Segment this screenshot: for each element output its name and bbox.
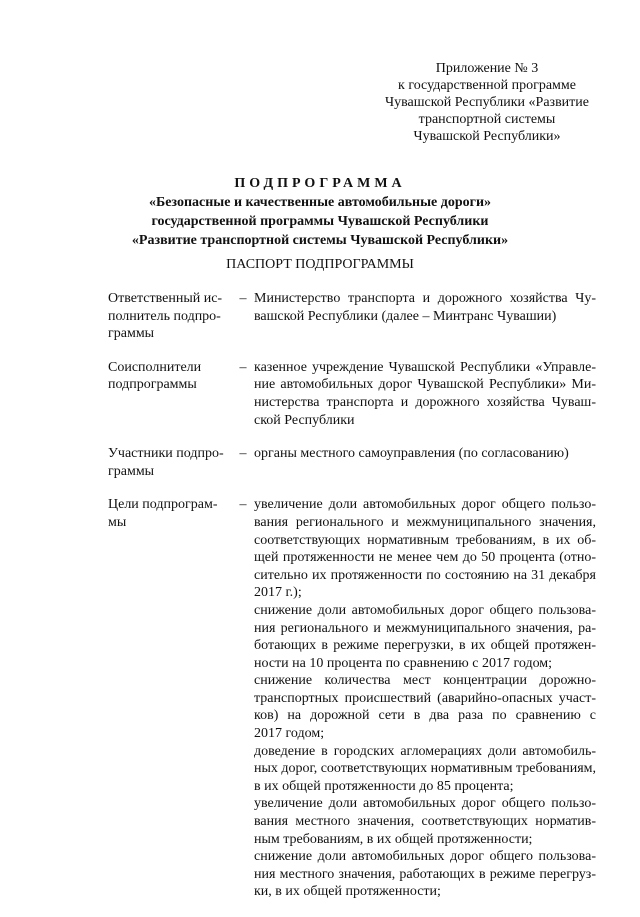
row-label-line: мы [108,514,127,530]
row-value-line: снижение доли автомобильных дорог общего пользова- [254,602,596,618]
row-label-line: Соисполнители [108,359,202,375]
row-label-line: граммы [108,326,155,342]
responsible-executor-row [108,290,596,343]
row-value-line: щей протяженности не менее чем до 50 процента (отно- [254,550,596,566]
appendix-line: Приложение № 3 [435,61,539,76]
row-value-line: Министерство транспорта и дорожного хозяйства Чу- [254,291,596,306]
row-dash: – [239,359,247,375]
row-label [108,445,232,480]
row-label-line: Цели подпрограм- [108,497,218,513]
passport-table [108,290,596,917]
row-value-line: сительно их протяженности по состоянию на 31 декабря [254,567,596,583]
subprogram-name-line: «Безопасные и качественные автомобильные дороги» [148,195,492,210]
row-value-line: ботающих в режиме перегрузки, в их общей протяжен- [254,638,596,654]
row-value-line: снижение количества мест концентрации дорожно- [254,673,596,689]
row-value-line: снижение доли автомобильных дорог общего пользова- [254,849,596,865]
row-label-line: Участники подпро- [108,446,224,462]
row-value-line: ных дорог, соответствующих нормативным требованиям, [254,761,596,777]
co-executors-row [108,359,596,429]
row-dash: – [239,497,247,513]
row-value-line: ков) на дорожной сети в два раза по сравнению с [254,708,596,724]
appendix-line: Чувашской Республики» [413,129,561,144]
subprogram-title: ПОДПРОГРАММА [234,176,406,191]
subprogram-name-line: «Развитие транспортной системы Чувашской Республики» [131,233,509,248]
row-value-line: соответствующих нормативным требованиям, в их об- [254,532,596,548]
row-label-line: полнитель подпро- [108,308,221,324]
row-value-line: увеличение доли автомобильных дорог общего пользо- [254,796,596,812]
row-dash: – [239,446,247,462]
row-label-line: Ответственный ис- [108,291,223,306]
row-label-line: граммы [108,463,155,479]
appendix-line: транспортной системы [418,112,556,127]
row-value-line: ности на 10 процента по сравнению с 2017 годом; [254,655,553,671]
row-value-line: ние автомобильных дорог Чувашской Республики» Ми- [254,377,596,393]
row-value-line: в их общей протяженности до 85 процента; [254,778,514,794]
row-value-line: органы местного самоуправления (по согласованию) [254,446,569,462]
appendix-line: Чувашской Республики «Развитие [384,95,589,110]
row-value-line: казенное учреждение Чувашской Республики «Управле- [254,359,596,375]
row-value-line: вания местного значения, соответствующих норматив- [254,814,596,830]
row-value-line: ки, в их общей протяженности; [254,884,441,900]
row-value-line: ния местного значения, работающих в режиме перегруз- [254,866,596,882]
row-value-line: доведение в городских агломерациях доли автомобиль- [254,743,596,759]
row-value [254,359,596,429]
row-value-line: нистерства транспорта и дорожного хозяйства Чуваш- [254,394,596,410]
row-value-line: 2017 годом; [254,726,325,742]
subprogram-heading [60,174,580,250]
row-value-line: ния регионального и межмуниципального значения, ра- [254,620,596,636]
subprogram-name-line: государственной программы Чувашской Республики [151,214,489,229]
row-label [108,359,232,429]
row-dash: – [239,291,247,306]
row-value-line: ным требованиям, в их общей протяженности; [254,831,533,847]
appendix-note [362,60,612,145]
row-value-line: 2017 г.); [254,585,302,601]
row-value [254,445,596,480]
row-value-line: увеличение доли автомобильных дорог общего пользо- [254,497,596,513]
appendix-line: к государственной программе [398,78,576,93]
row-value [254,290,596,343]
participants-row [108,445,596,480]
row-value-line: ской Республики [254,412,355,428]
row-value-line: вашской Республики (далее – Минтранс Чувашии) [254,308,557,324]
row-label [108,496,232,901]
passport-title: ПАСПОРТ ПОДПРОГРАММЫ [226,257,414,272]
row-value [254,496,596,901]
row-value-line: вания регионального и межмуниципального значения, [254,514,596,530]
row-label-line: подпрограммы [108,377,197,393]
row-value-line: транспортных происшествий (аварийно-опасных участ- [254,690,596,706]
row-label [108,290,232,343]
goals-row [108,496,596,901]
